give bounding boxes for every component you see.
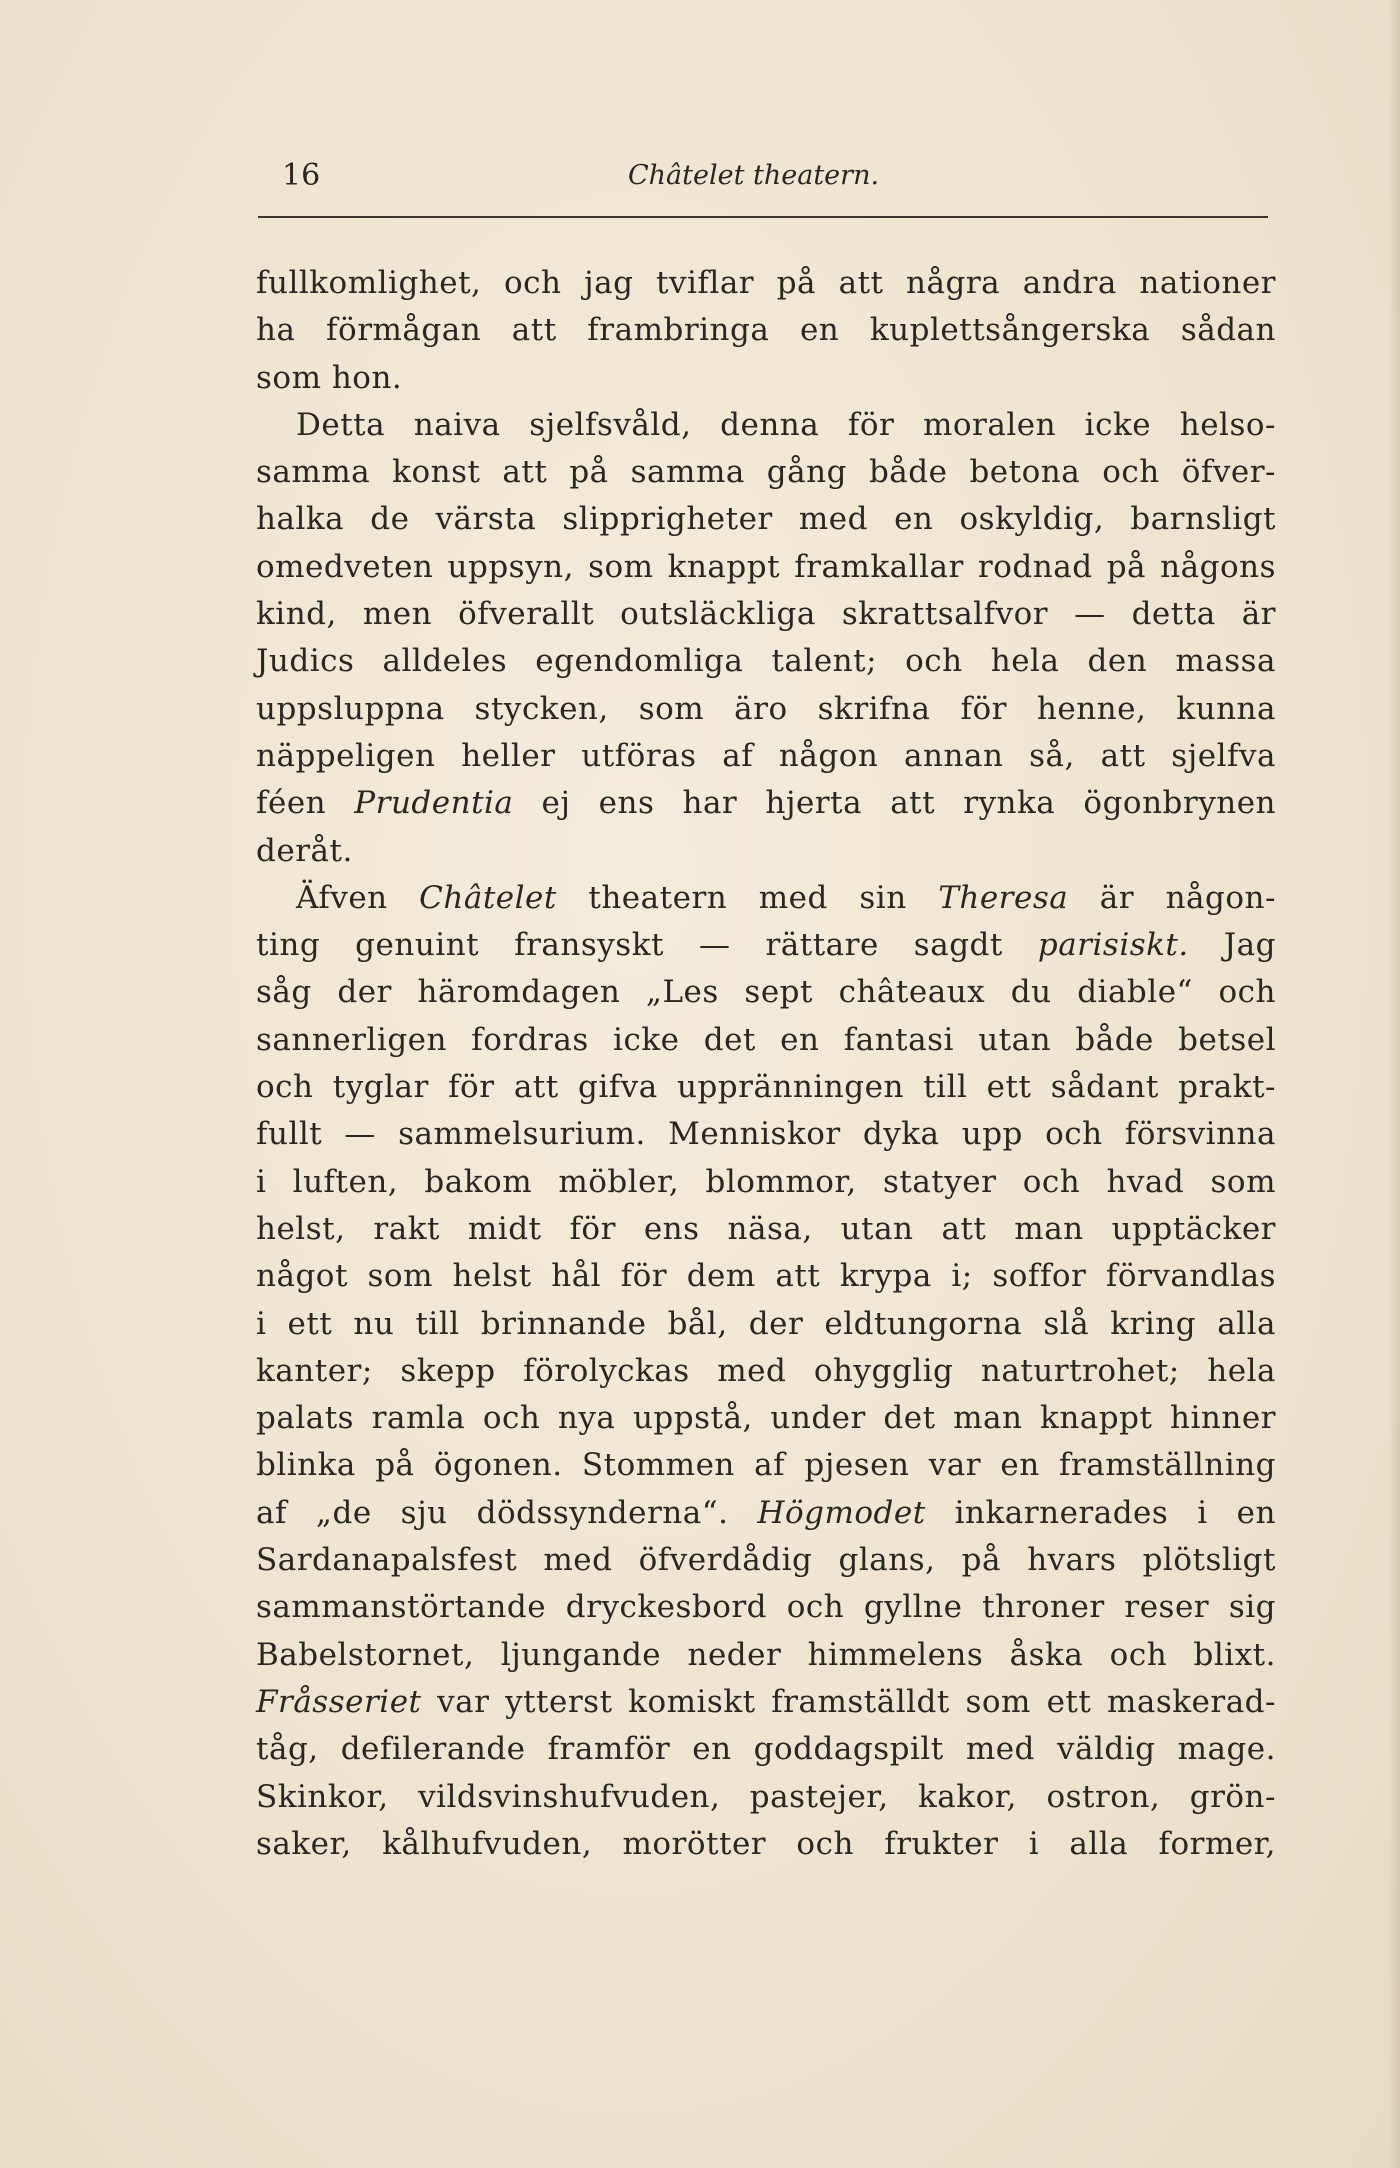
text-line: fullkomlighet, och jag tviflar på att några andra nationer (256, 265, 1276, 301)
body-text (256, 260, 1276, 1868)
text-line: Skinkor, vildsvinshufvuden, pastejer, kakor, ostron, grön- (256, 1778, 1276, 1815)
page-edge-shadow (1388, 0, 1400, 2168)
text-line: helst, rakt midt för ens näsa, utan att man upptäcker (256, 1210, 1276, 1247)
text-line: såg der häromdagen „Les sept châteaux du diable“ och (256, 974, 1276, 1011)
text-line: deråt. (256, 832, 353, 869)
header-rule (258, 216, 1268, 218)
text-line: Babelstornet, ljungande neder himmelens åska och blixt. (256, 1636, 1276, 1673)
italic-title: Högmodet (757, 1494, 926, 1531)
text-line: sannerligen fordras icke det en fantasi utan både betsel (256, 1021, 1276, 1058)
text-line: i luften, bakom möbler, blommor, statyer och hvad som (256, 1163, 1276, 1200)
text-line: kanter; skepp förolyckas med ohygglig naturtrohet; hela (256, 1352, 1276, 1389)
text-line: af „de sju dödssynderna“. Högmodet inkarnerades i en (256, 1494, 1276, 1531)
text-line: samma konst att på samma gång både betona och öfver- (256, 454, 1276, 491)
text-line: som hon. (256, 359, 403, 396)
page-number: 16 (282, 158, 321, 193)
text-line: i ett nu till brinnande bål, der eldtungorna slå kring alla (256, 1305, 1276, 1342)
text-line: palats ramla och nya uppstå, under det man knappt hinner (256, 1400, 1276, 1437)
text-line: féen Prudentia ej ens har hjerta att rynka ögonbrynen (256, 785, 1277, 822)
text-line: omedveten uppsyn, som knappt framkallar rodnad på någons (256, 548, 1276, 585)
text-line: Sardanapalsfest med öfverdådig glans, på hvars plötsligt (256, 1542, 1276, 1579)
italic-title: Theresa (938, 879, 1069, 916)
text-line: tåg, defilerande framför en goddagspilt med väldig mage. (256, 1731, 1276, 1768)
italic-word: parisiskt. (1037, 927, 1189, 964)
page-header (258, 158, 1268, 202)
italic-title: Châtelet (419, 879, 557, 916)
text-line: blinka på ögonen. Stommen af pjesen var en framställning (256, 1447, 1276, 1484)
text-line: Fråsseriet var ytterst komiskt framställdt som ett maskerad- (256, 1683, 1276, 1720)
text-line: något som helst hål för dem att krypa i; soffor förvandlas (256, 1258, 1276, 1295)
text-line: ting genuint fransyskt — rättare sagdt parisiskt. Jag (256, 927, 1277, 964)
text-line: saker, kålhufvuden, morötter och frukter i alla former, (256, 1825, 1276, 1862)
text-line: fullt — sammelsurium. Menniskor dyka upp och försvinna (256, 1116, 1276, 1153)
text-line: halka de värsta slipprigheter med en oskyldig, barnsligt (256, 501, 1276, 538)
text-line: Detta naiva sjelfsvåld, denna för moralen icke helso- (296, 406, 1276, 443)
italic-title: Prudentia (354, 785, 514, 822)
text-line: kind, men öfverallt outsläckliga skrattsalfvor — detta är (256, 596, 1276, 633)
text-line: näppeligen heller utföras af någon annan så, att sjelfva (256, 737, 1276, 774)
text-line: ha förmågan att frambringa en kuplettsångerska sådan (256, 312, 1276, 349)
text-line: sammanstörtande dryckesbord och gyllne throner reser sig (256, 1589, 1276, 1626)
text-line: och tyglar för att gifva uppränningen till ett sådant prakt- (256, 1069, 1276, 1106)
text-line: uppsluppna stycken, som äro skrifna för henne, kunna (256, 690, 1276, 727)
text-line: Judics alldeles egendomliga talent; och hela den massa (256, 643, 1276, 680)
running-title: Châtelet theatern. (628, 160, 880, 191)
italic-title: Fråsseriet (256, 1683, 422, 1720)
text-line: Äfven Châtelet theatern med sin Theresa är någon- (296, 879, 1276, 916)
